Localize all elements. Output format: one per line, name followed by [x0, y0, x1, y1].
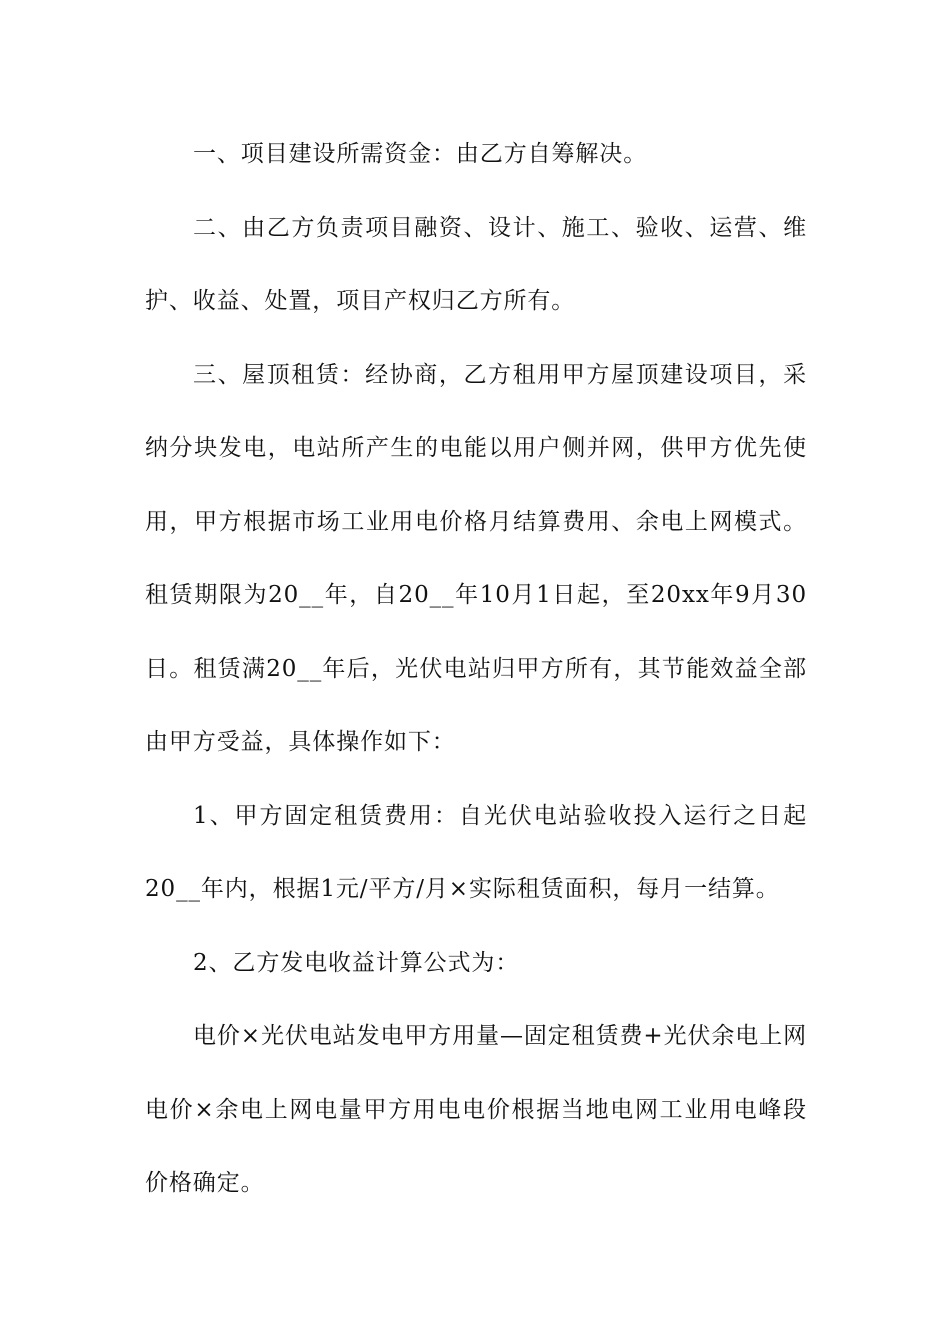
- document-body: [145, 118, 807, 1221]
- paragraph-fixed-lease-fee: 1、甲方固定租赁费用：自光伏电站验收投入运行之日起20__年内，根据1元/平方/月×实际租赁面积，每月一结算。: [145, 802, 807, 902]
- paragraph-responsibility: 二、由乙方负责项目融资、设计、施工、验收、运营、维护、收益、处置，项目产权归乙方所有。: [145, 214, 807, 314]
- paragraph-revenue-formula-title: 2、乙方发电收益计算公式为：: [193, 949, 520, 976]
- paragraph-funding: 一、项目建设所需资金：由乙方自筹解决。: [193, 141, 648, 167]
- paragraph-roof-lease: 三、屋顶租赁：经协商，乙方租用甲方屋顶建设项目，采纳分块发电，电站所产生的电能以用户侧并网，供甲方优先使用，甲方根据市场工业用电价格月结算费用、余电上网模式。租赁期限为20__年，自20__年10月1日起，至20xx年9月30日。租赁满20__年后，光伏电站归甲方所有，其节能效益全部由甲方受益，具体操作如下：: [145, 361, 807, 755]
- paragraph-revenue-formula: 电价×光伏电站发电甲方用量—固定租赁费+光伏余电上网电价×余电上网电量甲方用电电价根据当地电网工业用电峰段价格确定。: [145, 1023, 807, 1196]
